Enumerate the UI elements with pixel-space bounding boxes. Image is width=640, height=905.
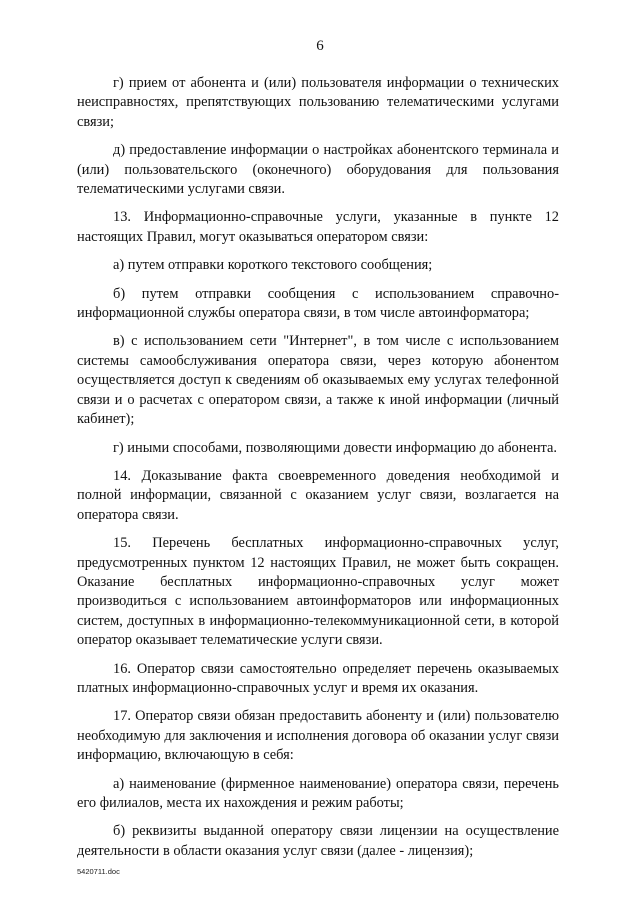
- paragraph-13g-other-means: г) иными способами, позволяющими довести информацию до абонента.: [113, 439, 557, 456]
- paragraph-17a-operator-name: а) наименование (фирменное наименование) оператора связи, перечень его филиалов, места их нахождения и режим работы;: [77, 775, 559, 811]
- paragraph-17-operator-obligation: 17. Оператор связи обязан предоставить абоненту и (или) пользователю необходимую для заключения и исполнения договора об оказании услуг связи информацию, включающую в себя:: [77, 708, 559, 764]
- paragraph-17b-license: б) реквизиты выданной оператору связи лицензии на осуществление деятельности в области оказания услуг связи (далее - лицензия);: [77, 823, 559, 859]
- paragraph-item-d-terminal-settings: д) предоставление информации о настройках абонентского терминала и (или) пользовательского (оконечного) оборудования для пользования телематическими услугами связи.: [77, 142, 559, 198]
- paragraph-16-paid-services: 16. Оператор связи самостоятельно определяет перечень оказываемых платных информационно-справочных услуг и время их оказания.: [77, 660, 559, 696]
- document-body: [77, 74, 559, 861]
- paragraph-13-info-services: 13. Информационно-справочные услуги, указанные в пункте 12 настоящих Правил, могут оказываться оператором связи:: [77, 209, 559, 245]
- paragraph-13b-help-desk: б) путем отправки сообщения с использованием справочно-информационной службы оператора связи, в том числе автоинформатора;: [77, 285, 559, 322]
- paragraph-13a-sms: а) путем отправки короткого текстового сообщения;: [113, 257, 433, 274]
- paragraph-14-proof: 14. Доказывание факта своевременного доведения необходимой и полной информации, связанной с оказанием услуг связи, возлагается на оператора связи.: [77, 467, 559, 523]
- paragraph-13v-internet: в) с использованием сети "Интернет", в том числе с использованием системы самообслуживания оператора связи, через которую абонентом осуществляется доступ к сведениям об оказываемых ему услугах телефонной связи и о расчетах с оператором связи, а также к иной информации (личный кабинет);: [77, 333, 559, 428]
- page-number: 6: [316, 38, 324, 54]
- paragraph-item-g-fault-reports: г) прием от абонента и (или) пользователя информации о технических неисправностях, препятствующих пользованию телематическими услугами связи;: [77, 75, 559, 130]
- paragraph-15-free-services: 15. Перечень бесплатных информационно-справочных услуг, предусмотренных пунктом 12 настоящих Правил, не может быть сокращен. Оказание бесплатных информационно-справочных услуг может производиться с использованием автоинформаторов или информационных систем, доступных в информационно-телекоммуникационной сети, в которой оператор оказывает телематические услуги связи.: [77, 535, 559, 649]
- document-file-id: 5420711.doc: [77, 867, 120, 876]
